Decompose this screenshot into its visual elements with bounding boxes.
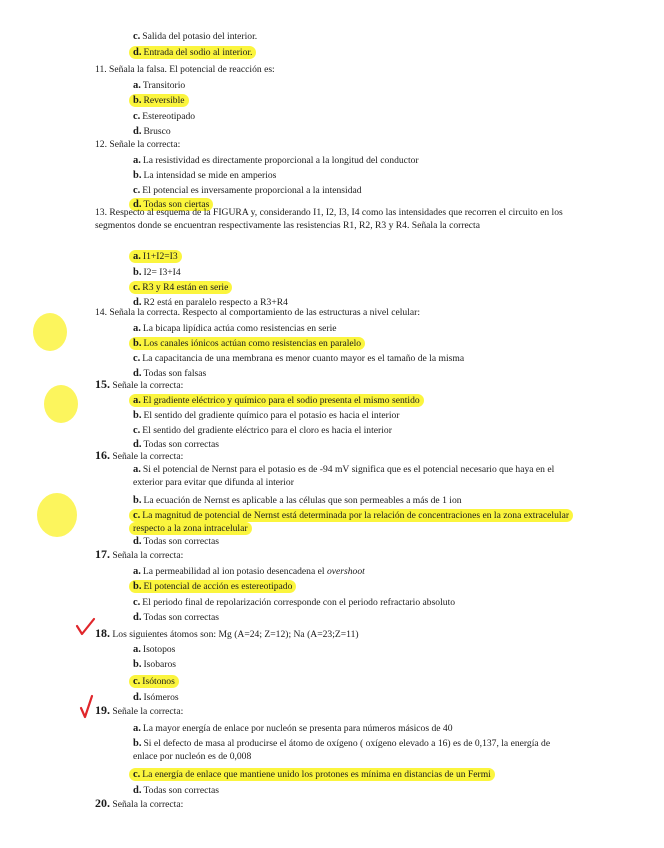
question-number: 14. — [95, 307, 107, 318]
highlighter-mark — [44, 385, 78, 423]
question-text: Señala la correcta: — [112, 550, 184, 561]
option-text: Entrada del sodio al interior. — [143, 47, 253, 58]
answer-option — [133, 536, 219, 547]
option-letter: c. — [133, 282, 141, 293]
option-text: Reversible — [143, 95, 185, 106]
option-letter: b. — [133, 495, 142, 506]
option-text: Isobaros — [143, 659, 176, 670]
option-line — [133, 494, 462, 507]
option-text: El potencial es inversamente proporcional a la intensidad — [142, 185, 362, 196]
option-line — [133, 596, 455, 609]
option-letter: b. — [133, 338, 142, 349]
option-letter: c. — [133, 676, 141, 687]
check-mark-icon — [75, 616, 97, 638]
answer-option — [133, 80, 185, 91]
option-letter: a. — [133, 155, 141, 166]
answer-option — [133, 425, 392, 436]
option-line — [133, 266, 181, 279]
option-line — [133, 509, 573, 535]
highlighted-answer — [129, 46, 256, 59]
question-number: 17. — [95, 547, 110, 561]
question-number: 13. — [95, 207, 107, 218]
question-line — [95, 306, 420, 319]
option-letter: d. — [133, 126, 142, 137]
highlighted-answer — [129, 509, 573, 535]
option-text: El periodo final de repolarización corresponde con el periodo refractario absoluto — [142, 597, 456, 608]
answer-option — [133, 723, 453, 734]
option-line — [133, 250, 182, 263]
option-letter: d. — [133, 199, 142, 210]
question-number: 19. — [95, 703, 110, 717]
option-letter: b. — [133, 659, 142, 670]
option-letter: b. — [133, 170, 142, 181]
option-letter: c. — [133, 31, 141, 42]
highlighted-answer — [129, 394, 424, 407]
option-text: Los canales iónicos actúan como resistencias en paralelo — [143, 338, 362, 349]
option-letter: c. — [133, 185, 141, 196]
option-line — [133, 611, 219, 624]
answer-option — [133, 566, 365, 577]
option-line — [133, 737, 573, 763]
option-text: Si el defecto de masa al producirse el átomo de oxígeno ( oxígeno elevado a 16) es de 0,137, la energía de enlace por nucleón es de 0,008 — [133, 738, 551, 762]
answer-option — [133, 353, 464, 364]
question-text: Señale la correcta: — [112, 451, 184, 462]
option-line — [133, 125, 171, 138]
question-line — [95, 627, 359, 640]
option-line — [133, 768, 495, 781]
option-line — [133, 394, 424, 407]
option-text: La energía de enlace que mantiene unido los protones es mínima en distancias de un Fermi — [142, 769, 491, 780]
option-line — [133, 565, 365, 578]
option-line — [133, 691, 179, 704]
question-line — [95, 206, 573, 232]
option-text: Si el potencial de Nernst para el potasio es de -94 mV significa que es el potencial necesario que haya en el exterior para evitar que difunda al interior — [133, 464, 555, 488]
option-text: I2= I3+I4 — [143, 267, 181, 278]
option-text: Todas son falsas — [143, 368, 207, 379]
option-text: El gradiente eléctrico y químico para el sodio presenta el mismo sentido — [142, 395, 420, 406]
option-text: Todas son correctas — [143, 785, 219, 796]
highlighted-answer — [129, 281, 232, 294]
option-text: Todas son correctas — [143, 439, 219, 450]
option-line — [133, 580, 296, 593]
question-line — [95, 63, 275, 76]
highlighted-answer — [129, 94, 189, 107]
answer-option — [133, 644, 175, 655]
answer-option — [133, 31, 257, 42]
option-line — [133, 352, 464, 365]
question-text: Señale la correcta: — [112, 380, 184, 391]
answer-option — [133, 267, 181, 278]
question-line — [95, 704, 183, 717]
question-text: Señala la correcta. Respecto al comportamiento de las estructuras a nivel celular: — [109, 307, 421, 318]
option-letter: c. — [133, 353, 141, 364]
answer-option — [133, 612, 219, 623]
option-letter: c. — [133, 510, 141, 521]
option-letter: d. — [133, 297, 142, 308]
option-line — [133, 110, 195, 123]
option-text: El sentido del gradiente químico para el potasio es hacia el interior — [143, 410, 400, 421]
question-number: 20. — [95, 796, 110, 810]
question-number: 16. — [95, 448, 110, 462]
question-text: Señale la correcta: — [112, 706, 184, 717]
answer-option — [133, 464, 554, 488]
answer-option — [133, 738, 550, 762]
answer-option — [133, 692, 179, 703]
option-text: El potencial de acción es estereotipado — [143, 581, 293, 592]
option-text: I1+I2=I3 — [142, 251, 178, 262]
option-letter: a. — [133, 323, 141, 334]
question-text: Señala la falsa. El potencial de reacción es: — [109, 64, 275, 75]
option-line — [133, 675, 179, 688]
option-text: Todas son ciertas — [143, 199, 210, 210]
option-text: Todas son correctas — [143, 536, 219, 547]
question-number: 12. — [95, 139, 107, 150]
question-number: 18. — [95, 626, 110, 640]
question-text: Señala la correcta: — [112, 799, 184, 810]
option-text: La permeabilidad al ion potasio desencadena el — [142, 566, 327, 577]
option-letter: c. — [133, 425, 141, 436]
question-line — [95, 449, 183, 462]
option-letter: b. — [133, 581, 142, 592]
option-line — [133, 424, 392, 437]
option-text: La resistividad es directamente proporcional a la longitud del conductor — [142, 155, 419, 166]
option-letter: d. — [133, 47, 142, 58]
option-text: La magnitud de potencial de Nernst está determinada por la relación de concentraciones en la zona extracelular respecto a la zona intracelular — [133, 510, 570, 534]
option-line — [133, 784, 219, 797]
highlighted-answer — [129, 580, 296, 593]
option-text: La capacitancia de una membrana es menor cuanto mayor es el tamaño de la misma — [142, 353, 465, 364]
option-text: R3 y R4 están en serie — [142, 282, 229, 293]
highlighted-answer — [129, 675, 179, 688]
option-line — [133, 281, 232, 294]
option-letter: d. — [133, 612, 142, 623]
option-letter: d. — [133, 368, 142, 379]
option-text: Estereotipado — [142, 111, 196, 122]
option-line — [133, 643, 175, 656]
question-line — [95, 378, 183, 391]
option-text: El sentido del gradiente eléctrico para el cloro es hacia el interior — [142, 425, 392, 436]
option-letter: a. — [133, 395, 141, 406]
option-text: Brusco — [143, 126, 171, 137]
answer-option — [133, 659, 176, 670]
option-line — [133, 535, 219, 548]
option-letter: d. — [133, 785, 142, 796]
option-line — [133, 94, 189, 107]
answer-option — [133, 785, 219, 796]
highlighter-mark — [37, 493, 77, 537]
question-text: Señale la correcta: — [109, 139, 181, 150]
option-line — [133, 409, 399, 422]
answer-option — [133, 410, 399, 421]
option-line — [133, 463, 573, 489]
option-letter: b. — [133, 410, 142, 421]
option-letter: b. — [133, 95, 142, 106]
question-line — [95, 138, 180, 151]
question-text: Respecto al esquema de la FIGURA y, considerando I1, I2, I3, I4 como las intensidades que recorren el circuito en los segmentos donde se encuentran respectivamente las resistencias R1, R2, R3 y R4. Señala la correcta — [95, 207, 563, 231]
answer-option — [133, 185, 362, 196]
option-text: Transitorio — [142, 80, 186, 91]
option-letter: c. — [133, 111, 141, 122]
option-letter: a. — [133, 644, 141, 655]
option-letter: a. — [133, 80, 141, 91]
option-line — [133, 154, 419, 167]
option-line — [133, 337, 365, 350]
option-text: La intensidad se mide en amperios — [143, 170, 277, 181]
option-line — [133, 658, 176, 671]
option-line — [133, 169, 276, 182]
option-text: La bicapa lipídica actúa como resistencias en serie — [142, 323, 337, 334]
option-letter: c. — [133, 769, 141, 780]
question-line — [95, 797, 183, 810]
option-text: Isómeros — [143, 692, 179, 703]
option-text: La mayor energía de enlace por nucleón se presenta para números másicos de 40 — [142, 723, 453, 734]
answer-option — [133, 323, 337, 334]
option-line — [133, 184, 362, 197]
option-text: Salida del potasio del interior. — [142, 31, 258, 42]
answer-option — [133, 126, 171, 137]
answer-option — [133, 597, 455, 608]
option-letter: a. — [133, 723, 141, 734]
highlighter-mark — [33, 313, 67, 351]
option-italic-text: overshoot — [326, 566, 365, 577]
option-line — [133, 722, 453, 735]
highlighted-answer — [129, 768, 495, 781]
highlighted-answer — [129, 250, 182, 263]
option-letter: b. — [133, 738, 142, 749]
question-text: Los siguientes átomos son: Mg (A=24; Z=12); Na (A=23;Z=11) — [112, 629, 359, 640]
option-letter: d. — [133, 439, 142, 450]
option-line — [133, 322, 337, 335]
answer-option — [133, 170, 276, 181]
option-letter: d. — [133, 692, 142, 703]
option-letter: d. — [133, 536, 142, 547]
option-text: Todas son correctas — [143, 612, 219, 623]
option-line — [133, 79, 185, 92]
option-text: Isotopos — [142, 644, 176, 655]
question-line — [95, 548, 183, 561]
option-text: R2 está en paralelo respecto a R3+R4 — [143, 297, 288, 308]
option-text: La ecuación de Nernst es aplicable a las células que son permeables a más de 1 ion — [143, 495, 462, 506]
option-letter: b. — [133, 267, 142, 278]
answer-option — [133, 111, 195, 122]
option-letter: a. — [133, 464, 141, 475]
option-letter: a. — [133, 251, 141, 262]
highlighted-answer — [129, 337, 365, 350]
option-letter: c. — [133, 597, 141, 608]
answer-option — [133, 495, 462, 506]
question-number: 15. — [95, 377, 110, 391]
question-number: 11. — [95, 64, 107, 75]
answer-option — [133, 155, 419, 166]
option-letter: a. — [133, 566, 141, 577]
option-line — [133, 30, 257, 43]
option-text: Isótonos — [142, 676, 175, 687]
option-line — [133, 46, 256, 59]
